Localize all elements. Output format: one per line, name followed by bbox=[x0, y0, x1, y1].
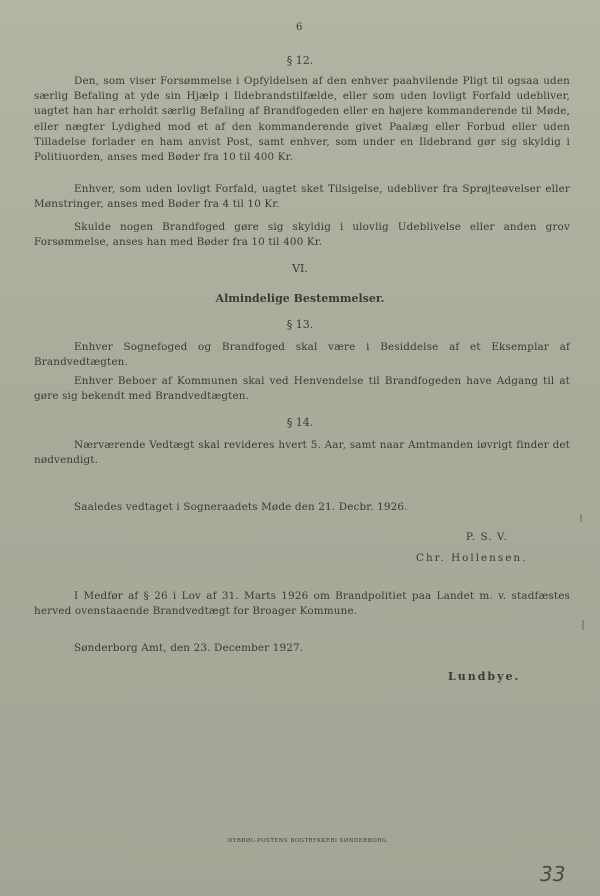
chapter-title: Almindelige Bestemmelser. bbox=[215, 292, 385, 305]
margin-mark bbox=[580, 514, 582, 522]
signatory-lundbye: Lundbye. bbox=[448, 670, 521, 683]
section-13-paragraph-1: Enhver Sognefoged og Brandfoged skal være i Besiddelse af et Eksemplar af Brandvedtægten. bbox=[34, 341, 570, 369]
section-12-paragraph-1: Den, som viser Forsømmelse i Opfyldelsen af den enhver paahvilende Pligt til ogsaa uden særlig Befaling at yde sin Hjælp i Ildebrandstilfælde, eller som uden lovligt Forfald udebliver, uagtet han har erholdt særlig Befaling af Brandfogeden eller en højere kommanderende til Møde, eller nægter Lydighed mod et af den kommanderende givet Paalæg eller Forbud eller uden Tilladelse forlader en ham anvist Post, samt enhver, som under en Ildebrand gør sig skyldig i Politiuorden, anses med Bøder fra 10 til 400 Kr. bbox=[34, 75, 570, 164]
section-13-heading: § 13. bbox=[286, 318, 314, 331]
place-date: Sønderborg Amt, den 23. December 1927. bbox=[74, 642, 304, 654]
section-12-heading: § 12. bbox=[286, 54, 314, 67]
margin-mark bbox=[582, 620, 584, 630]
section-14-paragraph-1: Nærværende Vedtægt skal revideres hvert 5. Aar, samt naar Amtmanden iøvrigt finder det nødvendigt. bbox=[34, 439, 570, 467]
page-number: 6 bbox=[296, 22, 303, 33]
chapter-number: VI. bbox=[292, 262, 308, 275]
section-12-paragraph-2: Enhver, som uden lovligt Forfald, uagtet sket Tilsigelse, udebliver fra Sprøjteøvelser eller Mønstringer, anses med Bøder fra 4 til 10 Kr. bbox=[34, 183, 570, 211]
section-13-paragraph-2: Enhver Beboer af Kommunen skal ved Henvendelse til Brandfogeden have Adgang til at gøre sig bekendt med Brandvedtægten. bbox=[34, 375, 570, 403]
adoption-statement: Saaledes vedtaget i Sogneraadets Møde den 21. Decbr. 1926. bbox=[74, 501, 408, 513]
psv-label: P. S. V. bbox=[466, 531, 508, 543]
section-12-paragraph-3: Skulde nogen Brandfoged gøre sig skyldig i ulovlig Udeblivelse eller anden grov Forsømmelse, anses han med Bøder fra 10 til 400 Kr. bbox=[34, 221, 570, 249]
pencil-page-note: 33 bbox=[540, 862, 566, 886]
confirmation-statement: I Medfør af § 26 i Lov af 31. Marts 1926 om Brandpolitiet paa Landet m. v. stadfæstes herved ovenstaaende Brandvedtægt for Broager Kommune. bbox=[34, 590, 570, 618]
section-14-heading: § 14. bbox=[286, 416, 314, 429]
printer-imprint: DYBBØL-POSTENS BOGTRYKKERI SØNDERBORG. bbox=[228, 838, 389, 844]
signatory-hollensen: Chr. Hollensen. bbox=[416, 552, 528, 564]
